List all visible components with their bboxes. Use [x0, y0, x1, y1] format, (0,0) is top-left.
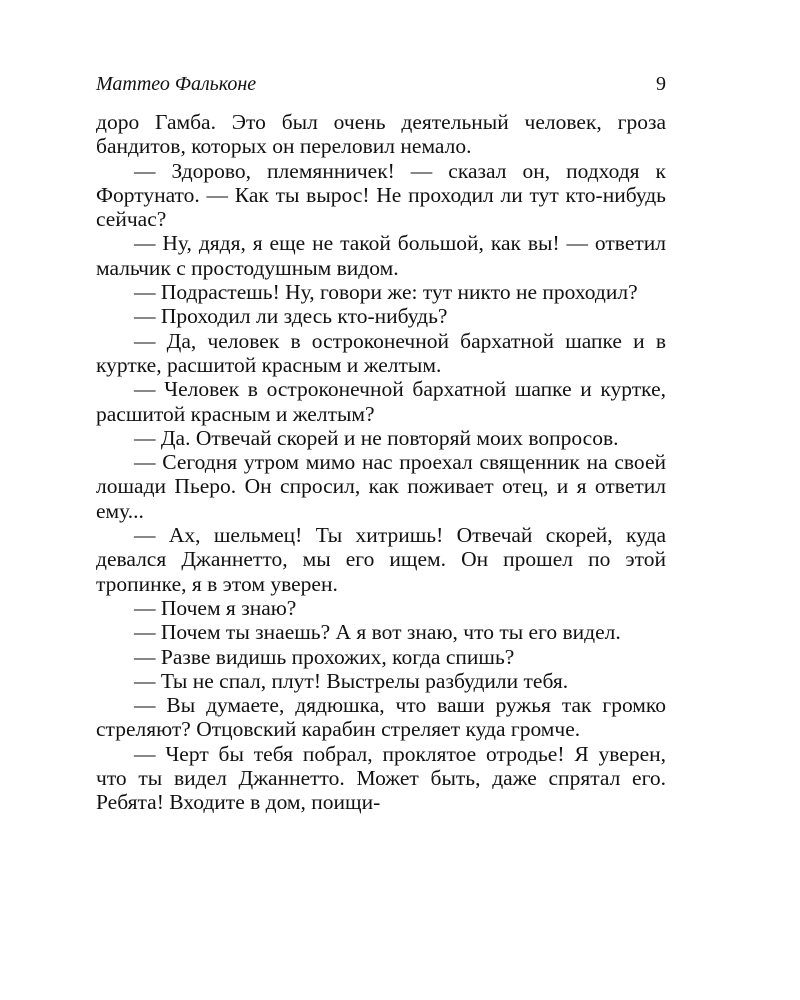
paragraph: — Черт бы тебя побрал, проклятое отродье! Я уверен, что ты видел Джаннетто. Может быть, даже спрятал его. Ребята! Входите в дом, поищи-	[96, 741, 666, 815]
text-body	[96, 110, 666, 815]
paragraph: — Человек в остроконечной бархатной шапке и куртке, расшитой красным и желтым?	[96, 377, 666, 426]
paragraph: доро Гамба. Это был очень деятельный человек, гроза бандитов, которых он переловил немало.	[96, 110, 666, 159]
page-number: 9	[656, 73, 666, 95]
paragraph: — Ты не спал, плут! Выстрелы разбудили тебя.	[134, 668, 569, 693]
paragraph: — Ах, шельмец! Ты хитришь! Отвечай скорей, куда девался Джаннетто, мы его ищем. Он прошел по этой тропинке, я в этом уверен.	[96, 523, 666, 596]
paragraph: — Почем я знаю?	[134, 595, 297, 620]
paragraph: — Здорово, племянничек! — сказал он, подходя к Фортунато. — Как ты вырос! Не проходил ли тут кто-нибудь сейчас?	[96, 158, 666, 232]
paragraph: — Почем ты знаешь? А я вот знаю, что ты его видел.	[134, 620, 621, 645]
paragraph: — Ну, дядя, я еще не такой большой, как вы! — ответил мальчик с простодушным видом.	[96, 231, 666, 280]
paragraph: — Проходил ли здесь кто-нибудь?	[134, 304, 448, 329]
paragraph: — Подрастешь! Ну, говори же: тут никто не проходил?	[134, 280, 638, 305]
running-title: Маттео Фальконе	[96, 73, 257, 95]
book-page	[96, 72, 666, 815]
paragraph: — Вы думаете, дядюшка, что ваши ружья так громко стреляют? Отцовский карабин стреляет куда громче.	[96, 693, 666, 742]
running-head	[96, 72, 666, 96]
paragraph: — Разве видишь прохожих, когда спишь?	[134, 644, 515, 669]
paragraph: — Да. Отвечай скорей и не повторяй моих вопросов.	[134, 425, 619, 450]
paragraph: — Сегодня утром мимо нас проехал священник на своей лошади Пьеро. Он спросил, как поживает отец, и я ответил ему...	[96, 450, 666, 523]
paragraph: — Да, человек в остроконечной бархатной шапке и в куртке, расшитой красным и желтым.	[96, 328, 666, 377]
